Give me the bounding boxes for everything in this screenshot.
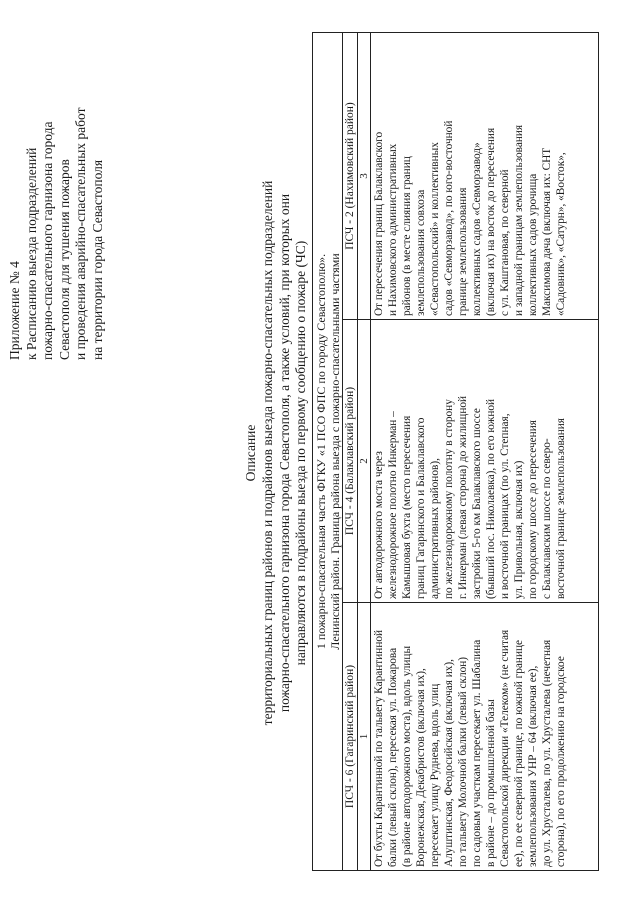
appendix-line: и проведения аварийно-спасательных работ bbox=[73, 107, 88, 360]
cell-line: Камышовая бухта (место пересечения bbox=[401, 415, 413, 599]
cell-line: и западной границам землепользования bbox=[513, 124, 525, 316]
cell-line: (включая их) на восток до пересечения bbox=[485, 127, 497, 316]
caption-line-1: 1 пожарно-спасательная часть ФГКУ «1 ПСО ФПС по городу Севастополю». bbox=[314, 253, 328, 650]
cell-line: до ул. Хрусталева, по ул. Хрусталева (нечетная bbox=[541, 639, 553, 867]
appendix-line: Приложение № 4 bbox=[7, 261, 22, 360]
cell-line: железнодорожное полотно Инкерман – bbox=[387, 411, 399, 599]
column-number: 3 bbox=[358, 32, 371, 319]
cell-line: От пересечения границ Балаклавского bbox=[373, 131, 385, 316]
cell-line: «Севастопольский» и коллективных bbox=[429, 142, 441, 316]
title-line: пожарно-спасательного гарнизона города Севастополя, а также условий, при которых они bbox=[276, 193, 292, 713]
cell-line: ул. Привольная, включая их) bbox=[513, 460, 525, 599]
column-header: ПСЧ - 2 (Нахимовский район) bbox=[343, 32, 358, 319]
appendix-line: Севастополя для тушения пожаров bbox=[56, 159, 72, 360]
cell-line: с ул. Каштановая, по северной bbox=[499, 169, 511, 316]
boundaries-table bbox=[312, 32, 599, 871]
cell-line: административных районов), bbox=[429, 458, 441, 599]
cell-line: Севастопольской дирекции «Телеком» (не считая bbox=[499, 629, 511, 867]
cell-line: Воронежская, Декабристов (включая их), bbox=[415, 668, 427, 867]
cell-line: землепользования совхоза bbox=[415, 189, 427, 316]
table-number-row bbox=[358, 32, 371, 870]
document-title bbox=[242, 29, 310, 877]
title-line: территориальных границ районов и подрайонов выезда пожарно-спасательных подразделений bbox=[260, 180, 275, 726]
cell-line: ее), по ее северной границе, по южной границе bbox=[513, 639, 525, 867]
cell-line: коллективных садов урочища bbox=[527, 173, 539, 316]
cell-line: г. Инкерман (левая сторона) до жилищной bbox=[457, 395, 469, 599]
cell-line: От автодорожного моста через bbox=[373, 451, 385, 599]
column-number: 1 bbox=[358, 603, 371, 871]
table-row bbox=[371, 32, 599, 870]
cell-line: пересекает улицу Руднева, вдоль улиц bbox=[429, 683, 441, 867]
title-heading: Описание bbox=[243, 424, 258, 482]
appendix-line: на территории города Севастополя bbox=[89, 159, 105, 360]
appendix-line: к Расписанию выезда подразделений bbox=[23, 147, 39, 360]
cell-line: Максимова дача (включая их: СНТ bbox=[541, 147, 553, 316]
boundary-description-psch6 bbox=[371, 603, 599, 871]
cell-line: в районе – до промышленной базы bbox=[485, 699, 497, 867]
cell-line: садов «Севморзавод», по юго-восточной bbox=[443, 120, 455, 316]
cell-line: и Нахимовского административных bbox=[387, 143, 399, 316]
cell-line: Алуштинская, Феодосийская (включая их), bbox=[443, 659, 455, 867]
cell-line: (в районе автодорожного моста), вдоль улицы bbox=[401, 645, 413, 867]
column-number: 2 bbox=[358, 320, 371, 603]
cell-line: восточной границе землепользования bbox=[555, 417, 567, 599]
cell-line: коллективных садов «Севморзавод» bbox=[471, 142, 483, 316]
title-line: направляются в подрайоны выезда по первому сообщению о пожаре (ЧС) bbox=[293, 240, 308, 666]
cell-line: по городскому шоссе до пересечения bbox=[527, 420, 539, 599]
boundary-description-psch2 bbox=[371, 32, 599, 319]
cell-line: районов (в месте слияния границ bbox=[401, 156, 413, 316]
cell-line: и восточной границах (по ул. Степная, bbox=[499, 413, 511, 599]
cell-line: по садовым участкам пересекает ул. Шабалина bbox=[471, 639, 483, 867]
column-header: ПСЧ - 6 (Гагаринский район) bbox=[343, 603, 358, 871]
appendix-note bbox=[7, 30, 106, 360]
cell-line: границе землепользования bbox=[457, 187, 469, 316]
cell-line: От бухты Карантинной по тальвегу Карантинной bbox=[373, 629, 385, 867]
cell-line: с Балаклавским шоссе по северо- bbox=[541, 438, 553, 599]
table-caption bbox=[313, 32, 343, 870]
table-caption-row bbox=[313, 32, 343, 870]
cell-line: сторона), по его продолжению на городское bbox=[555, 656, 567, 867]
cell-line: застройки 5-го км Балаклавского шоссе bbox=[471, 408, 483, 599]
cell-line: границ Гагаринского и Балаклавского bbox=[415, 417, 427, 599]
cell-line: (бывший пос. Николаевка), по его южной bbox=[485, 398, 497, 599]
cell-line: землепользования УНР – 64 (включая ее), bbox=[527, 665, 539, 867]
column-header: ПСЧ - 4 (Балаклавский район) bbox=[343, 320, 358, 603]
cell-line: по железнодорожному полотну в сторону bbox=[443, 399, 455, 599]
cell-line: «Садовник», «Сатурн», «Восток», bbox=[555, 152, 567, 316]
cell-line: по тальвегу Молочной балки (левый склон) bbox=[457, 656, 469, 867]
cell-line: балки (левый склон), пересекая ул. Пожарова bbox=[387, 647, 399, 867]
boundary-description-psch4 bbox=[371, 320, 599, 603]
appendix-line: пожарно-спасательного гарнизона города bbox=[40, 121, 55, 360]
caption-line-2: Ленинский район. Граница района выезда с пожарно-спасательными частями bbox=[328, 253, 342, 650]
table-header-row bbox=[343, 32, 358, 870]
